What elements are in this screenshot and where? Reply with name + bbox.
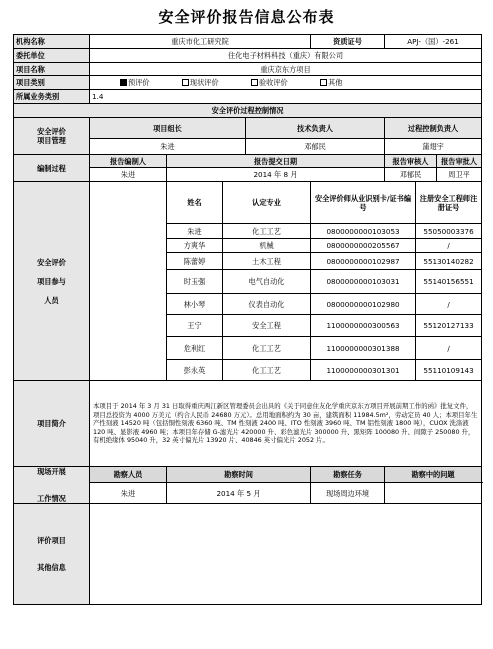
- participant-major: 土木工程: [223, 253, 311, 270]
- header-team-leader: 项目组长: [90, 118, 246, 139]
- org-name-label: 机构名称: [14, 35, 90, 49]
- survey-task-value: 现场周边环境: [311, 483, 385, 504]
- industry-value: 1.4: [90, 90, 482, 104]
- participants-label: 安全评价 项目参与 人员: [14, 182, 90, 381]
- checkbox-checked-icon: [120, 79, 127, 86]
- participant-card-no: 0800000000102980: [311, 294, 416, 315]
- header-reg-no: 注册安全工程师注册证号: [416, 182, 482, 224]
- participant-name: 方爽华: [167, 239, 223, 253]
- option-pre-evaluation[interactable]: 预评价: [120, 78, 150, 87]
- option-status-evaluation[interactable]: 现状评价: [182, 78, 219, 87]
- client-value: 住化电子材料科技（重庆）有限公司: [90, 49, 482, 63]
- surveyor-value: 朱进: [90, 483, 167, 504]
- participant-major: 仪表自动化: [223, 294, 311, 315]
- process-lead-value: 蒲翅宇: [385, 139, 482, 155]
- header-submit-date: 报告提交日期: [167, 155, 385, 168]
- participant-major: 化工工艺: [223, 337, 311, 360]
- header-tech-lead: 技术负责人: [246, 118, 385, 139]
- participant-name: 陈蕾婷: [167, 253, 223, 270]
- participant-reg-no: 55110109143: [416, 360, 482, 381]
- participant-card-no: 0800000000205567: [311, 239, 416, 253]
- header-card-no: 安全评价师从业识别卡/证书编号: [311, 182, 416, 224]
- participant-card-no: 1100000000300563: [311, 315, 416, 337]
- cert-label: 资质证号: [311, 35, 385, 49]
- participant-name: 彭永英: [167, 360, 223, 381]
- participant-name: 时玉强: [167, 270, 223, 294]
- checkbox-empty-icon: [320, 79, 327, 86]
- project-name-value: 重庆京东方项目: [90, 63, 482, 76]
- header-surveyor: 勘察人员: [90, 467, 167, 483]
- header-compiler: 报告编制人: [90, 155, 167, 168]
- participant-reg-no: 55140156551: [416, 270, 482, 294]
- other-value: [90, 504, 482, 605]
- reviewer-value: 邓郁民: [385, 168, 437, 182]
- management-label: 安全评价 项目管理: [14, 118, 90, 155]
- participant-reg-no: /: [416, 239, 482, 253]
- participant-card-no: 0800000000103031: [311, 270, 416, 294]
- participant-reg-no: /: [416, 294, 482, 315]
- participant-name: 林小琴: [167, 294, 223, 315]
- survey-label: 现场开展 工作情况: [14, 467, 90, 504]
- intro-text: 本项目于 2014 年 3 月 31 日取得重庆两江新区管理委员会出具的《关于同意住友化学重庆京东方项目开展前期工作的函》批复文件，项目总投资为 4000 万美元（约合人民币 24680 万元）。总用地面积约为 30 亩，建筑面积 11984.5m²，劳动定员 40 人；本项目年生产性刻液 14520 吨（包括铜性刻液 6360 吨、TM 性刻液 2400 吨、ITO 性刻液 3960 吨、TM 铝性刻液 1800 吨），CUOX 洗涤液 120 吨、显影液 4960 吨；本项目年存储 G-滤光片 420000 升、彩色滤光片 300000 升、黑矩阵 100080 升、间隙子 250080 升，有机绝缘体 95040 升，32 英寸偏光片 13920 片、40846 英寸偏光片 2052 片。: [90, 381, 482, 467]
- submit-date-value: 2014 年 8 月: [167, 168, 385, 182]
- participant-major: 电气自动化: [223, 270, 311, 294]
- team-leader-value: 朱进: [90, 139, 246, 155]
- info-table: [13, 34, 482, 605]
- intro-label: 项目简介: [14, 381, 90, 467]
- project-type-label: 项目类别: [14, 76, 90, 90]
- client-label: 委托单位: [14, 49, 90, 63]
- participant-reg-no: 55120127133: [416, 315, 482, 337]
- participant-major: 化工工艺: [223, 224, 311, 239]
- tech-lead-value: 邓郁民: [246, 139, 385, 155]
- approver-value: 周卫平: [437, 168, 482, 182]
- participant-reg-no: 55050003376: [416, 224, 482, 239]
- participant-major: 安全工程: [223, 315, 311, 337]
- process-section-title: 安全评价过程控制情况: [14, 104, 482, 118]
- header-major: 认定专业: [223, 182, 311, 224]
- compiler-value: 朱进: [90, 168, 167, 182]
- participant-card-no: 0800000000103053: [311, 224, 416, 239]
- industry-label: 所属业务类别: [14, 90, 90, 104]
- header-survey-task: 勘察任务: [311, 467, 385, 483]
- participant-major: 化工工艺: [223, 360, 311, 381]
- header-survey-issues: 勘察中的问题: [385, 467, 482, 483]
- participant-major: 机械: [223, 239, 311, 253]
- participant-name: 朱进: [167, 224, 223, 239]
- survey-time-value: 2014 年 5 月: [167, 483, 311, 504]
- option-acceptance-evaluation[interactable]: 验收评价: [251, 78, 288, 87]
- checkbox-empty-icon: [251, 79, 258, 86]
- compile-label: 编制过程: [14, 155, 90, 182]
- option-other[interactable]: 其他: [320, 78, 342, 87]
- participant-name: 王宁: [167, 315, 223, 337]
- checkbox-empty-icon: [182, 79, 189, 86]
- header-process-lead: 过程控制负责人: [385, 118, 482, 139]
- header-approver: 报告审批人: [437, 155, 482, 168]
- participant-card-no: 1100000000301388: [311, 337, 416, 360]
- participant-name: 危利红: [167, 337, 223, 360]
- page-title: 安全评价报告信息公布表: [158, 8, 335, 26]
- participant-reg-no: /: [416, 337, 482, 360]
- cert-value: APJ-（国）-261: [385, 35, 482, 49]
- header-name: 姓名: [167, 182, 223, 224]
- participant-card-no: 1100000000301301: [311, 360, 416, 381]
- participants-spacer: [90, 182, 167, 381]
- participant-reg-no: 55130140282: [416, 253, 482, 270]
- org-name-value: 重庆市化工研究院: [90, 35, 311, 49]
- other-label: 评价项目 其他信息: [14, 504, 90, 605]
- survey-issues-value: [385, 483, 482, 504]
- project-type-options: [90, 76, 482, 90]
- project-name-label: 项目名称: [14, 63, 90, 76]
- header-survey-time: 勘察时间: [167, 467, 311, 483]
- participant-card-no: 0800000000102987: [311, 253, 416, 270]
- header-reviewer: 报告审核人: [385, 155, 437, 168]
